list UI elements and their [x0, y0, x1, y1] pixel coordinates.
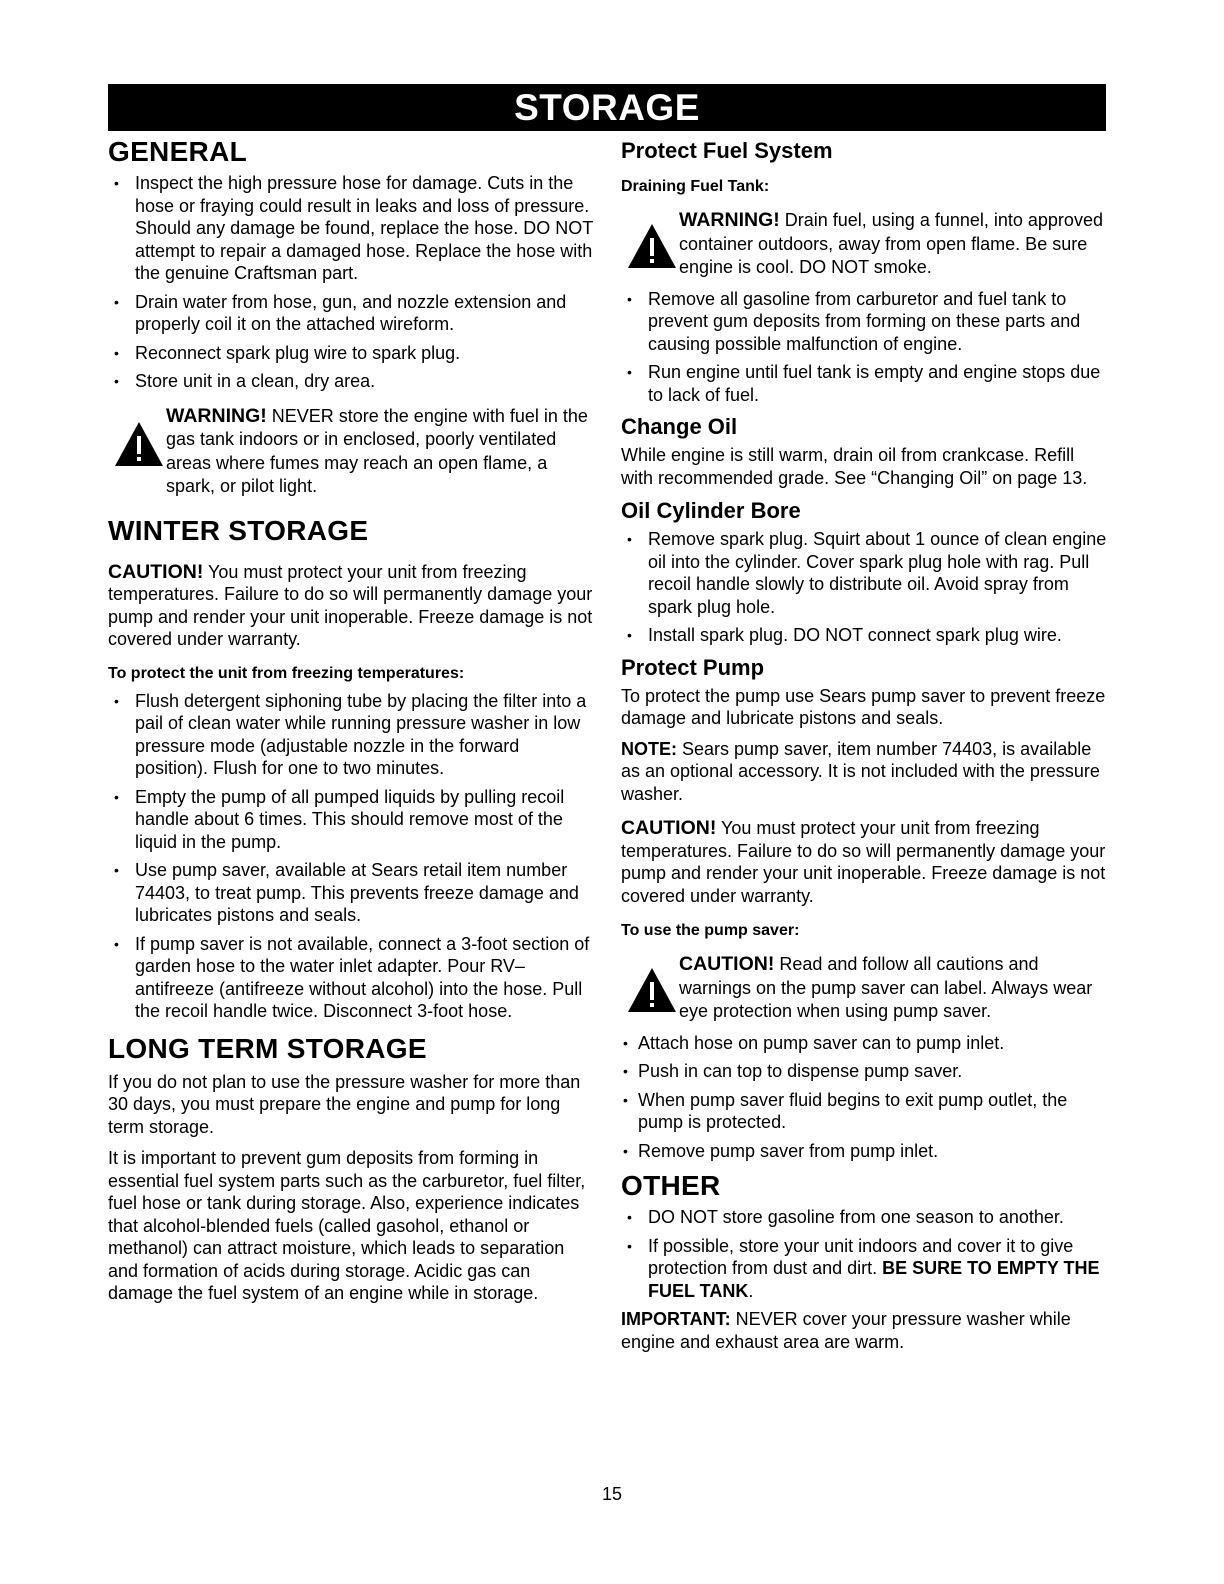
warning-label: WARNING! [679, 209, 780, 231]
caution-label: CAUTION! [679, 953, 775, 975]
note-label: NOTE: [621, 738, 677, 759]
list-item: • Inspect the high pressure hose for damage. Cuts in the hose or fraying could result in leaks and loss of pressure. Should any damage be found, replace the hose. DO NOT attempt to repair a damaged hose. Replace the hose with the genuine Craftsman part. [108, 172, 594, 285]
general-heading: GENERAL [108, 136, 247, 167]
winter-caution: CAUTION! You must protect your unit from freezing temperatures. Failure to do so will permanently damage your pump and render your unit inoperable. Freeze damage is not covered under warranty. [108, 560, 593, 649]
list-item: • Remove spark plug. Squirt about 1 ounce of clean engine oil into the cylinder. Cover spark plug hole with rag. Pull recoil handle slowly to distribute oil. Avoid spray from spark plug hole. [621, 528, 1107, 618]
caution-label: CAUTION! [108, 560, 204, 583]
caution-label: CAUTION! [621, 817, 717, 839]
list-item: • Drain water from hose, gun, and nozzle extension and properly coil it on the attached wireform. [108, 291, 594, 336]
warning-triangle-icon [627, 967, 677, 1013]
page-title-banner: STORAGE [108, 84, 1106, 131]
list-item: • DO NOT store gasoline from one season to another. [621, 1206, 1107, 1229]
left-column [108, 134, 594, 1305]
list-item: • Run engine until fuel tank is empty and engine stops due to lack of fuel. [621, 361, 1107, 406]
winter-storage-heading: WINTER STORAGE [108, 514, 369, 546]
list-item: • If possible, store your unit indoors and cover it to give protection from dust and dirt. BE SURE TO EMPTY THE FUEL TANK. [621, 1235, 1107, 1303]
general-warning-text: WARNING! NEVER store the engine with fuel in the gas tank indoors or in enclosed, poorly ventilated areas where fumes may reach an open flame, a spark, or pilot light. [166, 404, 588, 496]
other-list [621, 1206, 1107, 1302]
warning-triangle-icon [114, 421, 164, 467]
right-column [621, 134, 1107, 1353]
fuel-list [621, 288, 1107, 407]
cylinder-list [621, 528, 1107, 647]
list-item: • Install spark plug. DO NOT connect spark plug wire. [621, 624, 1107, 647]
draining-fuel-tank-heading: Draining Fuel Tank: [621, 178, 770, 195]
list-item: • Remove all gasoline from carburetor and fuel tank to prevent gum deposits from forming on these parts and causing possible malfunction of engine. [621, 288, 1107, 356]
protect-pump-heading: Protect Pump [621, 654, 765, 680]
use-pump-saver-heading: To use the pump saver: [621, 922, 800, 939]
oil-cylinder-bore-heading: Oil Cylinder Bore [621, 498, 801, 523]
general-warning [108, 405, 594, 499]
fuel-warning-text: WARNING! Drain fuel, using a funnel, into approved container outdoors, away from open flame. Be sure engine is cool. DO NOT smoke. [679, 209, 1103, 277]
pump-note: NOTE: Sears pump saver, item number 74403, is available as an optional accessory. It is not included with the pressure washer. [621, 738, 1100, 804]
list-item: • Attach hose on pump saver can to pump inlet. [621, 1032, 1107, 1055]
winter-list [108, 690, 594, 1023]
warning-label: WARNING! [166, 404, 267, 427]
change-oil-text: While engine is still warm, drain oil from crankcase. Refill with recommended grade. See “Changing Oil” on page 13. [621, 445, 1088, 488]
fuel-warning [621, 209, 1107, 280]
long-term-para-1: If you do not plan to use the pressure washer for more than 30 days, you must prepare the engine and pump for long term storage. [108, 1071, 581, 1137]
list-item: • Push in can top to dispense pump saver. [621, 1060, 1107, 1083]
protect-pump-text: To protect the pump use Sears pump saver to prevent freeze damage and lubricate pistons and seals. [621, 685, 1106, 728]
pump-saver-caution-text: CAUTION! Read and follow all cautions and warnings on the pump saver can label. Always wear eye protection when using pump saver. [679, 953, 1093, 1021]
warning-triangle-icon [627, 223, 677, 269]
list-item: • If pump saver is not available, connect a 3-foot section of garden hose to the water inlet adapter. Pour RV–antifreeze (antifreeze without alcohol) into the hose. Pull the recoil handle twice. Disconnect 3-foot hose. [108, 933, 594, 1023]
pump-saver-caution [621, 953, 1107, 1024]
list-item: • When pump saver fluid begins to exit pump outlet, the pump is protected. [621, 1089, 1107, 1134]
list-item: • Reconnect spark plug wire to spark plug. [108, 342, 594, 365]
general-list [108, 172, 594, 393]
list-item: • Store unit in a clean, dry area. [108, 370, 594, 393]
important-note: IMPORTANT: NEVER cover your pressure washer while engine and exhaust area are warm. [621, 1309, 1071, 1352]
protect-freezing-heading: To protect the unit from freezing temperatures: [108, 664, 465, 682]
pump-saver-list [621, 1032, 1107, 1163]
list-item: • Empty the pump of all pumped liquids by pulling recoil handle about 6 times. This should remove most of the liquid in the pump. [108, 786, 594, 854]
long-term-storage-heading: LONG TERM STORAGE [108, 1032, 427, 1064]
long-term-para-2: It is important to prevent gum deposits from forming in essential fuel system parts such as the carburetor, fuel filter, fuel hose or tank during storage. Also, experience indicates that alcohol-blended fuels (called gasohol, ethanol or methanol) can attract moisture, which leads to separation and formation of acids during storage. Acidic gas can damage the fuel system of an engine while in storage. [108, 1148, 586, 1303]
page-number: 15 [601, 1484, 623, 1504]
other-heading: OTHER [621, 1170, 721, 1201]
list-item: • Remove pump saver from pump inlet. [621, 1140, 1107, 1163]
list-item: • Flush detergent siphoning tube by placing the filter into a pail of clean water while running pressure washer in low pressure mode (adjustable nozzle in the forward position). Flush for one to two minutes. [108, 690, 594, 780]
list-item: • Use pump saver, available at Sears retail item number 74403, to treat pump. This prevents freeze damage and lubricates pistons and seals. [108, 859, 594, 927]
pump-caution: CAUTION! You must protect your unit from freezing temperatures. Failure to do so will permanently damage your pump and render your unit inoperable. Freeze damage is not covered under warranty. [621, 817, 1106, 906]
protect-fuel-heading: Protect Fuel System [621, 138, 833, 163]
change-oil-heading: Change Oil [621, 414, 738, 439]
important-label: IMPORTANT: [621, 1309, 731, 1329]
